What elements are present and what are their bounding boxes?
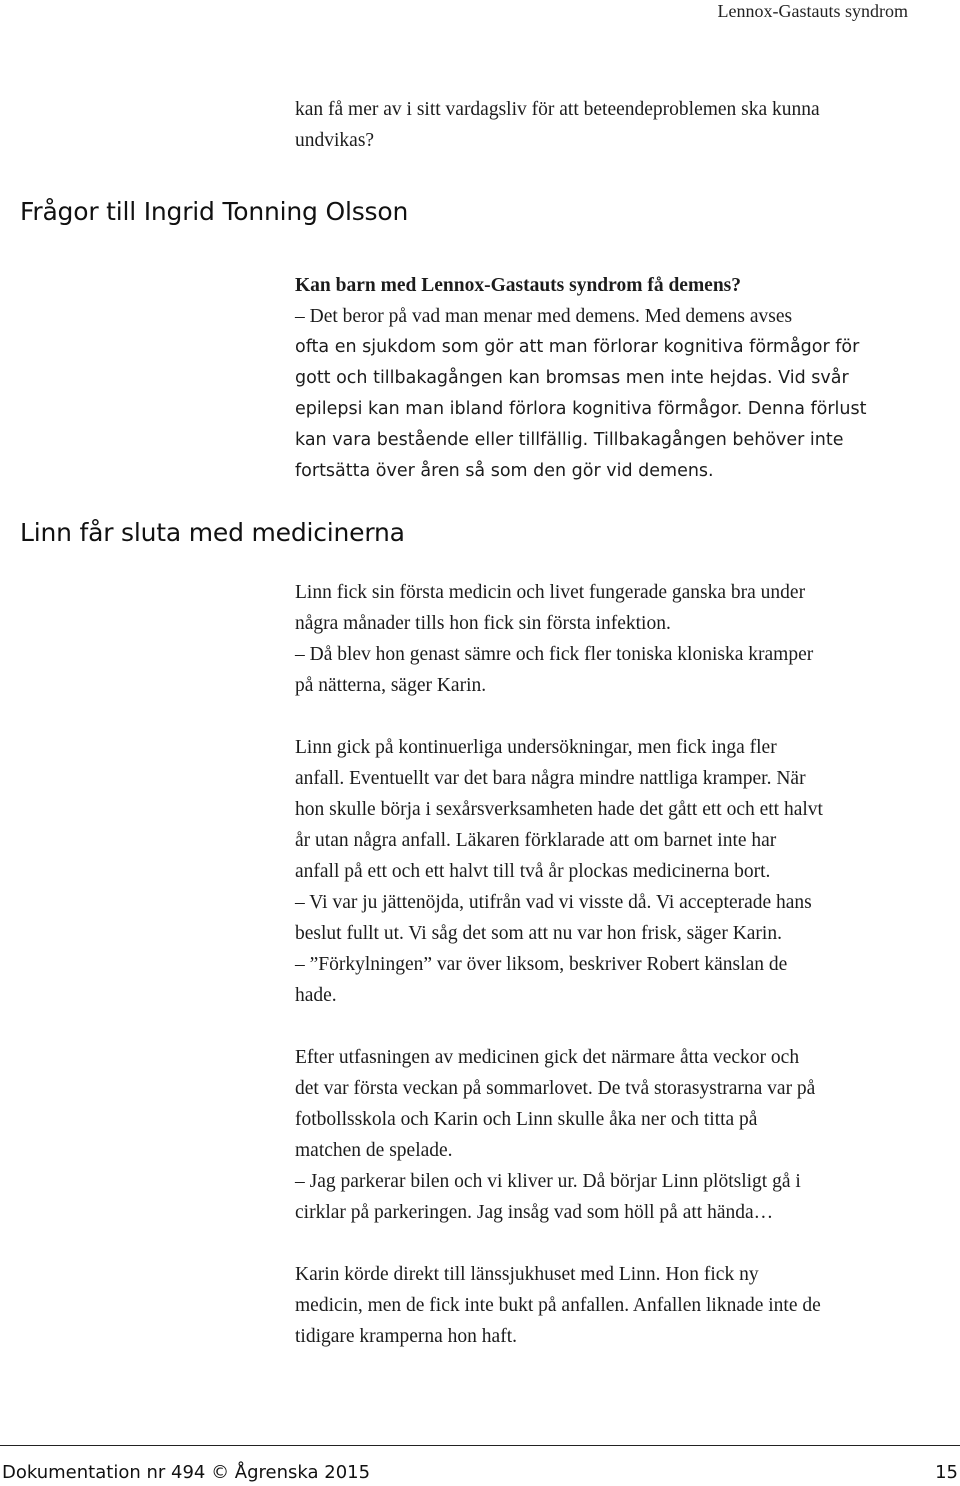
text-line: Karin körde direkt till länssjukhuset med Linn. Hon fick ny bbox=[295, 1264, 759, 1285]
text-line: några månader tills hon fick sin första infektion. bbox=[295, 613, 671, 634]
intro-text bbox=[295, 94, 935, 156]
text-line: beslut fullt ut. Vi såg det som att nu var hon frisk, säger Karin. bbox=[295, 923, 782, 944]
text-line: matchen de spelade. bbox=[295, 1140, 453, 1161]
text-line: kan vara bestående eller tillfällig. Tillbakagången behöver inte bbox=[295, 430, 844, 450]
text-line: cirklar på parkeringen. Jag insåg vad som höll på att hända… bbox=[295, 1202, 774, 1223]
text-line: – ”Förkylningen” var över liksom, beskriver Robert känslan de bbox=[295, 954, 788, 975]
running-head: Lennox-Gastauts syndrom bbox=[717, 1, 908, 21]
text-line: fortsätta över åren så som den gör vid demens. bbox=[295, 461, 714, 481]
text-line: – Jag parkerar bilen och vi kliver ur. Då börjar Linn plötsligt gå i bbox=[295, 1171, 801, 1192]
text-line: år utan några anfall. Läkaren förklarade att om barnet inte har bbox=[295, 830, 777, 851]
footer-publication: Dokumentation nr 494 © Ågrenska 2015 bbox=[2, 1462, 371, 1483]
text-line: på nätterna, säger Karin. bbox=[295, 675, 487, 696]
text-line: – Då blev hon genast sämre och fick fler toniska kloniska kramper bbox=[295, 644, 814, 665]
text-line: undvikas? bbox=[295, 130, 375, 151]
text-line: det var första veckan på sommarlovet. De två storasystrarna var på bbox=[295, 1078, 816, 1099]
page-number: 15 bbox=[935, 1462, 958, 1483]
text-line: anfall på ett och ett halvt till två år plockas medicinerna bort. bbox=[295, 861, 771, 882]
text-line: Linn fick sin första medicin och livet fungerade ganska bra under bbox=[295, 582, 806, 603]
text-line: hade. bbox=[295, 985, 337, 1006]
section-heading-questions: Frågor till Ingrid Tonning Olsson bbox=[20, 197, 409, 226]
text-line: – Det beror på vad man menar med demens. Med demens avses bbox=[295, 306, 793, 327]
text-line: Efter utfasningen av medicinen gick det närmare åtta veckor och bbox=[295, 1047, 800, 1068]
text-line: fotbollsskola och Karin och Linn skulle åka ner och titta på bbox=[295, 1109, 758, 1130]
text-line: – Vi var ju jättenöjda, utifrån vad vi visste då. Vi accepterade hans bbox=[295, 892, 812, 913]
text-line: medicin, men de fick inte bukt på anfallen. Anfallen liknade inte de bbox=[295, 1295, 821, 1316]
text-line: hon skulle börja i sexårsverksamheten hade det gått ett och ett halvt bbox=[295, 799, 823, 820]
question: Kan barn med Lennox-Gastauts syndrom få demens? bbox=[295, 275, 742, 296]
text-line: epilepsi kan man ibland förlora kognitiva förmågor. Denna förlust bbox=[295, 399, 867, 419]
section-heading-linn: Linn får sluta med medicinerna bbox=[20, 518, 405, 547]
text-line: tidigare kramperna hon haft. bbox=[295, 1326, 517, 1347]
page-footer bbox=[0, 1445, 960, 1486]
linn-body bbox=[295, 577, 935, 1352]
questions-body bbox=[295, 270, 935, 487]
text-line: kan få mer av i sitt vardagsliv för att beteendeproblemen ska kunna bbox=[295, 99, 820, 120]
text-line: anfall. Eventuellt var det bara några mindre nattliga kramper. När bbox=[295, 768, 806, 789]
text-line: gott och tillbakagången kan bromsas men inte hejdas. Vid svår bbox=[295, 368, 849, 388]
text-line: Linn gick på kontinuerliga undersökningar, men fick inga fler bbox=[295, 737, 777, 758]
text-line: ofta en sjukdom som gör att man förlorar kognitiva förmågor för bbox=[295, 337, 860, 357]
